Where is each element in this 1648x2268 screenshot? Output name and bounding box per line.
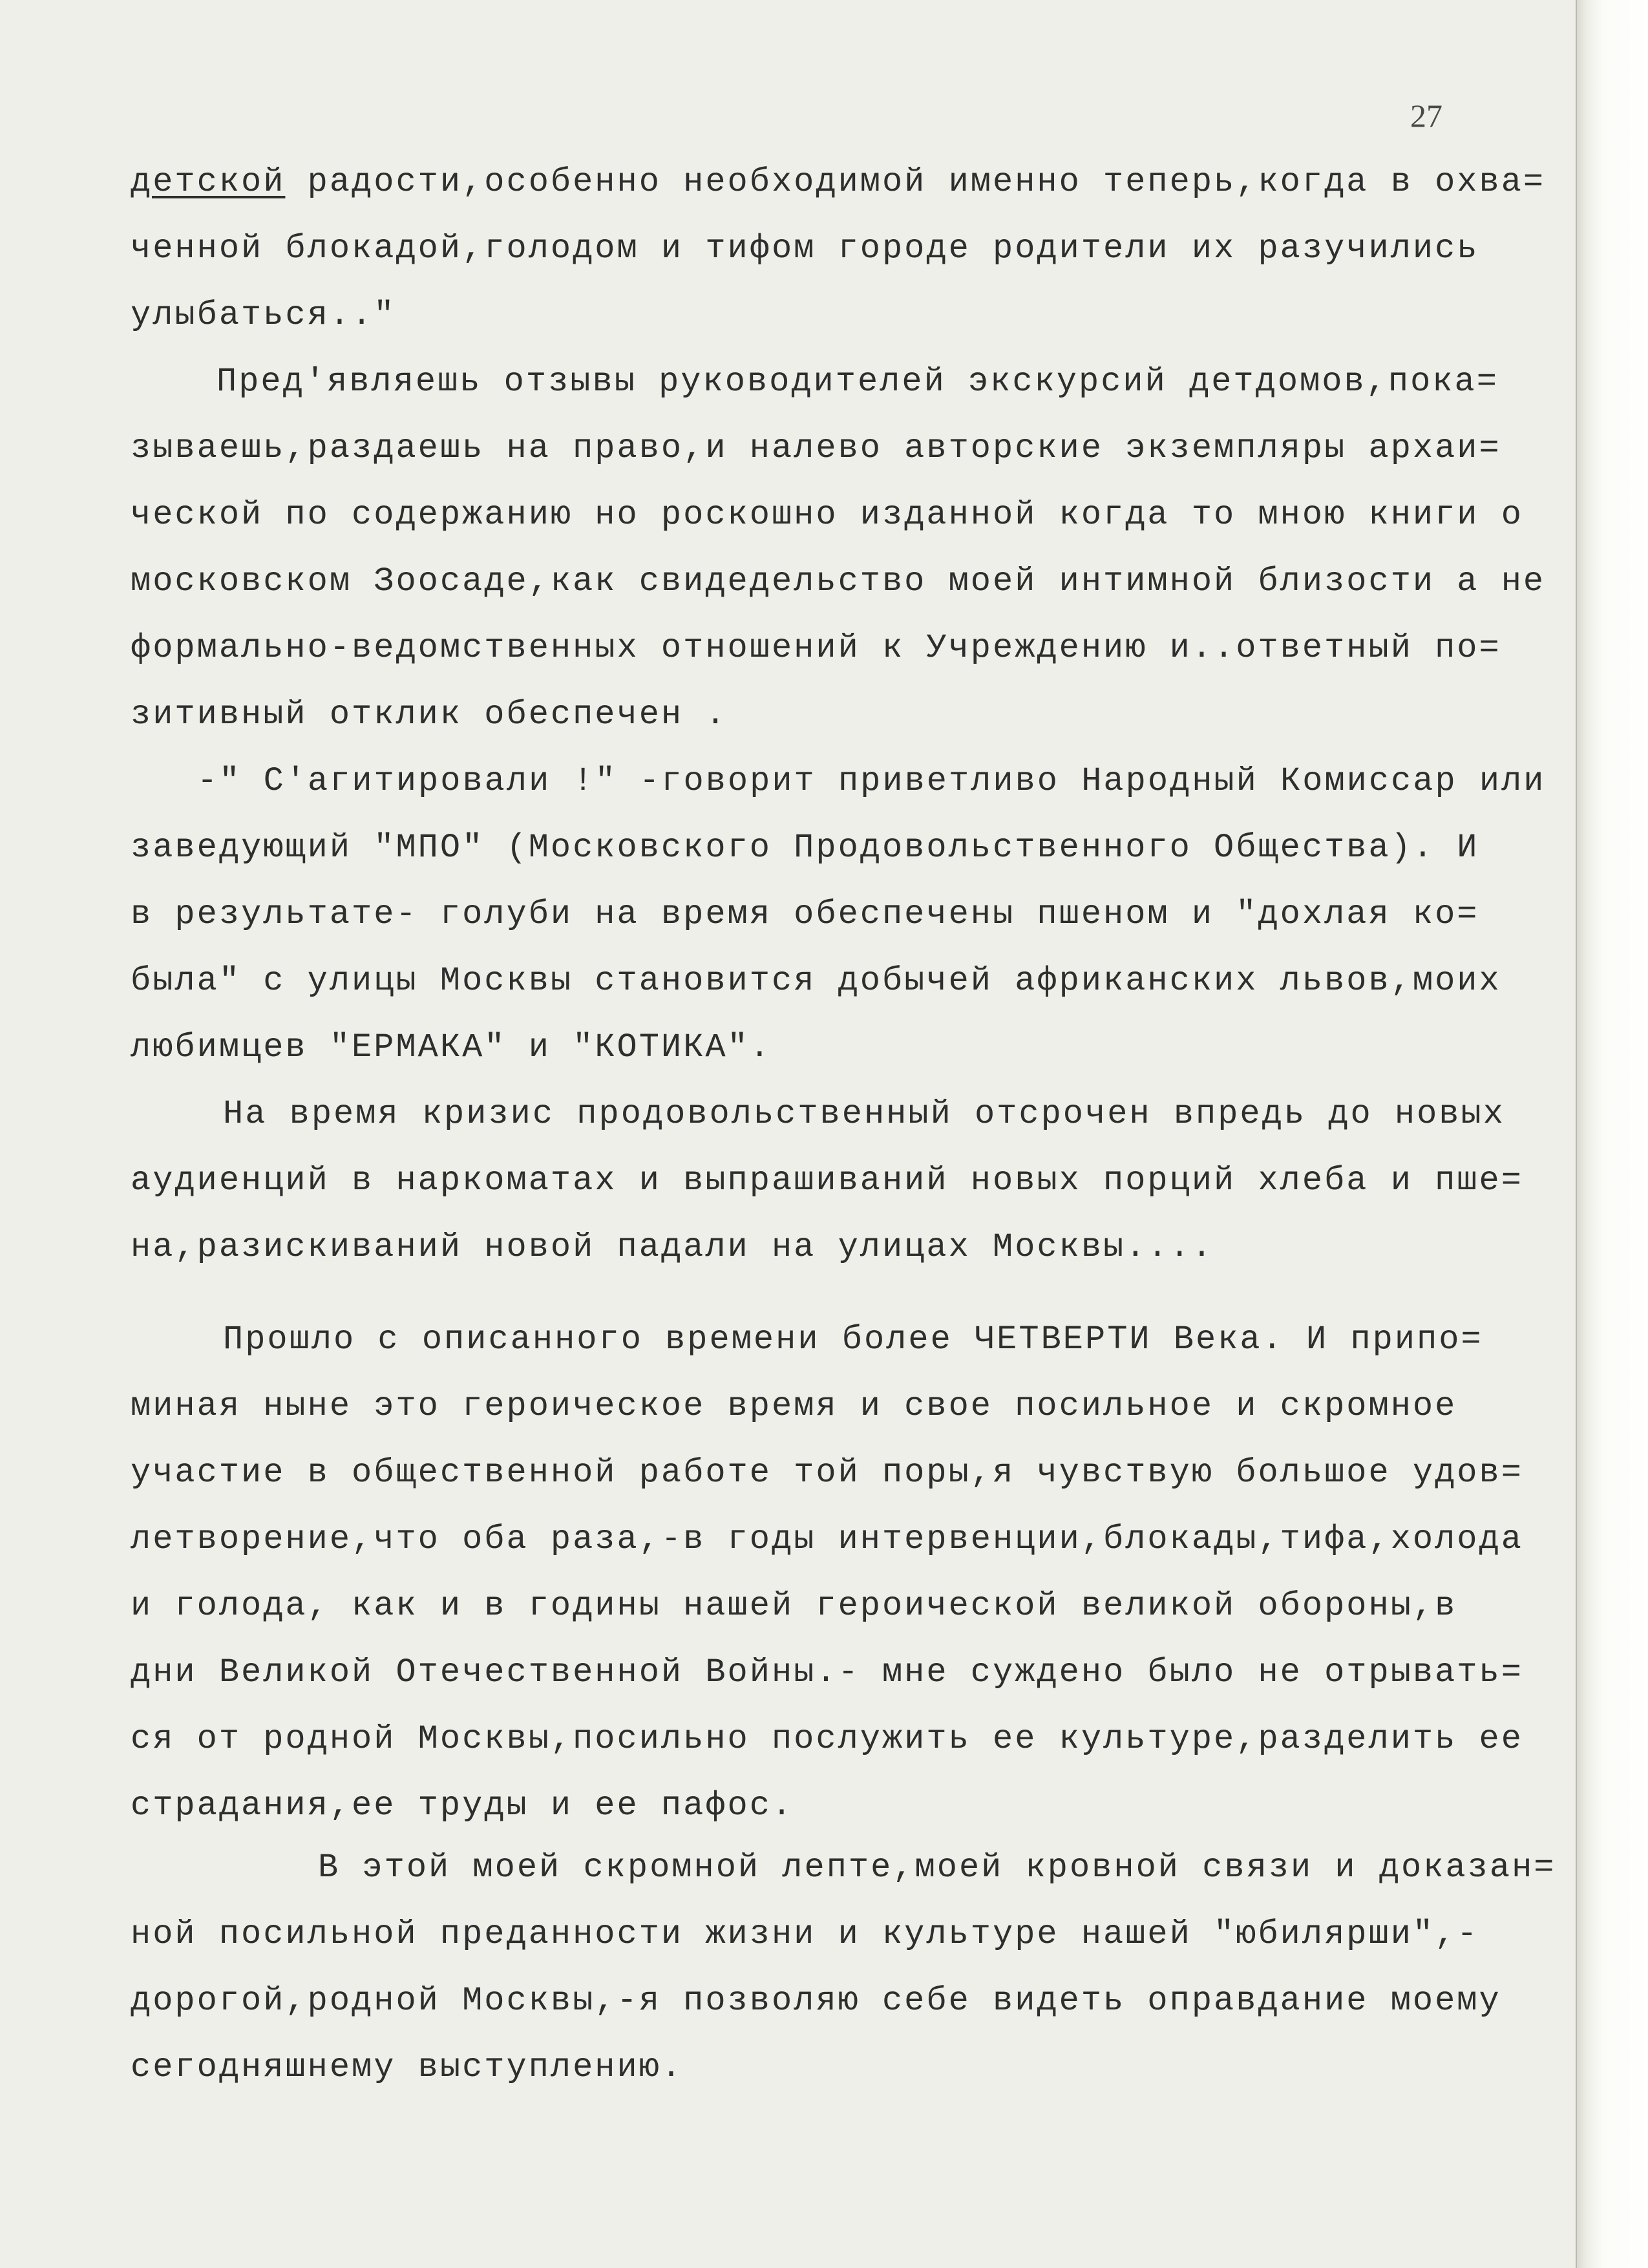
text-line: ной посильной преданности жизни и культуре нашей "юбилярши",- <box>131 1915 1479 1953</box>
text-line: участие в общественной работе той поры,я чувствую большое удов= <box>131 1454 1523 1492</box>
text-line: улыбаться.." <box>131 296 396 334</box>
underlying-sheet-edge <box>1576 0 1648 2268</box>
text-line: была" с улицы Москвы становится добычей африканских львов,моих <box>131 962 1501 1000</box>
page-number: 27 <box>1410 98 1442 134</box>
text-line: миная ныне это героическое время и свое посильное и скромное <box>131 1387 1457 1425</box>
text-line: ся от родной Москвы,посильно послужить ее культуре,разделить ее <box>131 1720 1523 1758</box>
text-line: В этой моей скромной лепте,моей кровной связи и доказан= <box>318 1849 1556 1887</box>
underlined-word: детской <box>131 163 286 201</box>
text-line: любимцев "ЕРМАКА" и "КОТИКА". <box>131 1028 772 1066</box>
text-line: и голода, как и в годины нашей героической великой обороны,в <box>131 1587 1457 1625</box>
text-line: зываешь,раздаешь на право,и налево авторские экземпляры архаи= <box>131 429 1501 467</box>
text-line: Пред'являешь отзывы руководителей экскурсий детдомов,пока= <box>217 363 1499 401</box>
text-line: зитивный отклик обеспечен . <box>131 695 728 734</box>
text-line: на,разискиваний новой падали на улицах Москвы.... <box>131 1228 1214 1266</box>
text-line: заведующий "МПО" (Московского Продовольственного Общества). И <box>131 829 1479 867</box>
text-line: -" С'агитировали !" -говорит приветливо Народный Комиссар или <box>197 762 1546 800</box>
text-line: страдания,ее труды и ее пафос. <box>131 1786 794 1825</box>
text-line: московском Зоосаде,как свидедельство моей интимной близости а не <box>131 562 1546 600</box>
text-line: ческой по содержанию но роскошно изданной когда то мною книги о <box>131 496 1523 534</box>
text-line <box>131 163 1545 201</box>
text-line: Прошло с описанного времени более ЧЕТВЕРТИ Века. И припо= <box>223 1320 1483 1359</box>
text-line: в результате- голуби на время обеспечены пшеном и "дохлая ко= <box>131 895 1479 933</box>
text-line: ченной блокадой,голодом и тифом городе родители их разучились <box>131 229 1479 268</box>
line-continuation: радости,особенно необходимой именно теперь,когда в охва= <box>285 163 1546 201</box>
text-line: сегодняшнему выступлению. <box>131 2048 684 2086</box>
text-line: формально-ведомственных отношений к Учреждению и..ответный по= <box>131 629 1501 667</box>
text-line: На время кризис продовольственный отсрочен впредь до новых <box>223 1095 1505 1133</box>
text-line: дорогой,родной Москвы,-я позволяю себе видеть оправдание моему <box>131 1982 1501 2020</box>
text-line: дни Великой Отечественной Войны.- мне суждено было не отрывать= <box>131 1653 1523 1691</box>
text-line: летворение,что оба раза,-в годы интервенции,блокады,тифа,холода <box>131 1520 1523 1558</box>
text-line: аудиенций в наркоматах и выпрашиваний новых порций хлеба и пше= <box>131 1161 1523 1200</box>
